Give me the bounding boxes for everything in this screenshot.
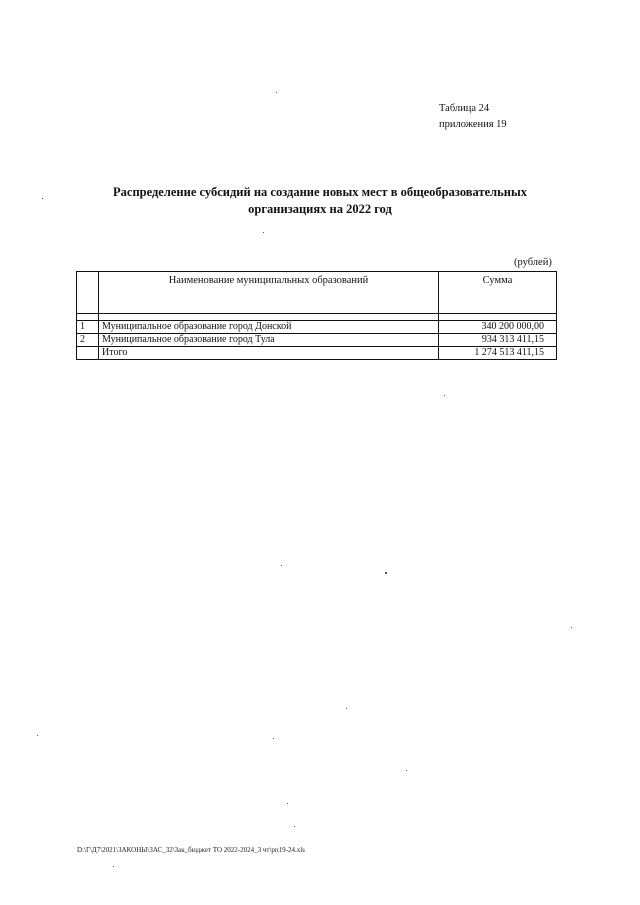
total-sum: 1 274 513 411,15	[439, 347, 557, 360]
scan-speck	[385, 572, 387, 574]
spacer-cell	[439, 314, 557, 321]
row-sum: 934 313 411,15	[439, 334, 557, 347]
header-cell-number	[77, 272, 99, 314]
document-title	[60, 184, 580, 218]
table-number-label: Таблица 24	[439, 103, 490, 114]
scan-speck	[406, 770, 407, 771]
table-row	[77, 321, 557, 334]
row-number: 1	[77, 321, 99, 334]
scan-speck	[571, 627, 572, 628]
scan-speck	[294, 826, 295, 827]
scan-speck	[281, 565, 282, 566]
header-cell-name: Наименование муниципальных образований	[99, 272, 439, 314]
appendix-label: приложения 19	[439, 119, 507, 130]
table-spacer-row	[77, 314, 557, 321]
table-row	[77, 334, 557, 347]
total-label: Итого	[99, 347, 439, 360]
row-name: Муниципальное образование город Донской	[99, 321, 439, 334]
scan-speck	[287, 803, 288, 804]
spacer-cell	[77, 314, 99, 321]
units-label: (рублей)	[514, 257, 552, 268]
scan-speck	[263, 232, 264, 233]
scan-speck	[113, 866, 114, 867]
total-row	[77, 347, 557, 360]
file-path-footer: D:\Г\Д7\2021\ЗАКОНЫ\ЗАС_32\Зак_бюджет ТО 2022-2024_3 чт\рп19-24.xls	[77, 846, 305, 854]
total-number	[77, 347, 99, 360]
row-number: 2	[77, 334, 99, 347]
scan-speck	[37, 735, 38, 736]
table-header-row	[77, 272, 557, 314]
table-reference	[439, 101, 507, 133]
spacer-cell	[99, 314, 439, 321]
title-line-1: Распределение субсидий на создание новых мест в общеобразовательных	[113, 185, 527, 199]
row-sum: 340 200 000,00	[439, 321, 557, 334]
scan-speck	[273, 738, 274, 739]
scan-speck	[276, 92, 277, 93]
scan-speck	[444, 395, 445, 396]
subsidy-table	[76, 271, 557, 360]
header-cell-sum: Сумма	[439, 272, 557, 314]
scan-speck	[346, 708, 347, 709]
row-name: Муниципальное образование город Тула	[99, 334, 439, 347]
title-line-2: организациях на 2022 год	[248, 202, 392, 216]
scan-speck	[42, 198, 43, 199]
